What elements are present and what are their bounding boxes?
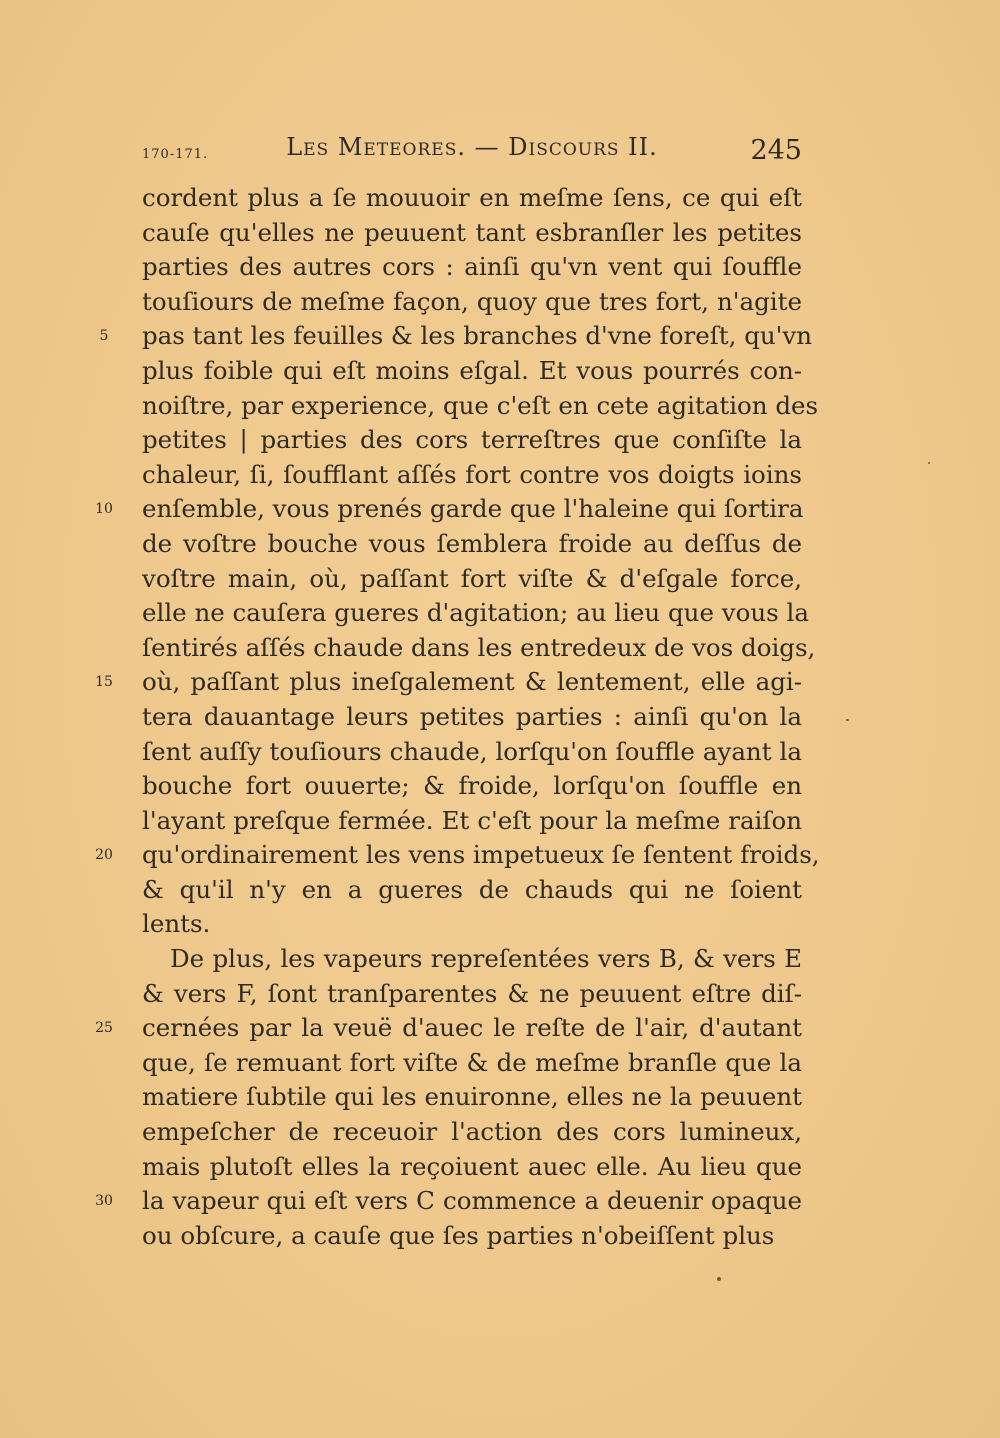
text-line: ſentirés aſſés chaude dans les entredeux de vos doigs, [142, 632, 816, 662]
text-line: bouche fort ouuerte; & froide, lorſqu'on ſouffle en [142, 771, 802, 801]
line-number: 10 [95, 501, 113, 518]
text-line: De plus, les vapeurs repreſentées vers B, & vers E [170, 944, 802, 974]
line-number: 30 [95, 1193, 113, 1210]
text-line: ou obſcure, a cauſe que ſes parties n'obeiſſent plus [142, 1220, 775, 1250]
text-line: tera dauantage leurs petites parties : ainſi qu'on la [142, 701, 802, 731]
text-line: pas tant les feuilles & les branches d'vne foreſt, qu'vn [142, 321, 813, 351]
text-line: de voſtre bouche vous ſemblera froide au deſſus de [142, 528, 802, 558]
text-line: la vapeur qui eſt vers C commence a deuenir opaque [142, 1186, 802, 1216]
text-line: & vers F, ſont tranſparentes & ne peuuent eſtre diſ- [142, 978, 802, 1008]
text-line: ſent auſſy touſiours chaude, lorſqu'on ſouffle ayant la [142, 736, 802, 766]
line-number: 5 [99, 328, 109, 345]
text-line: & qu'il n'y en a gueres de chauds qui ne ſoient [142, 874, 802, 904]
text-line: cordent plus a ſe mouuoir en meſme ſens, ce qui eſt [142, 183, 802, 212]
text-line: plus foible qui eſt moins eſgal. Et vous pourrés con- [142, 355, 802, 385]
text-line: elle ne cauſera gueres d'agitation; au lieu que vous la [142, 598, 809, 628]
paper-speck [717, 1277, 721, 1281]
text-line: mais plutoſt elles la reçoiuent auec elle. Au lieu que [142, 1151, 802, 1181]
text-line: que, ſe remuant fort viſte & de meſme branſle que la [142, 1047, 802, 1077]
text-line: parties des autres cors : ainſi qu'vn vent qui ſouffle [142, 252, 802, 282]
text-line: petites | parties des cors terreſtres que conſiſte la [142, 425, 802, 455]
text-line: chaleur, ſi, ſoufflant aſſés fort contre vos doigts ioins [142, 459, 802, 489]
text-line: qu'ordinairement les vens impetueux ſe ſentent froids, [142, 840, 820, 870]
text-line: matiere ſubtile qui les enuironne, elles ne la peuuent [142, 1082, 802, 1112]
text-line: voſtre main, où, paſſant fort viſte & d'eſgale force, [142, 563, 802, 593]
text-line: cernées par la veuë d'auec le reſte de l'air, d'autant [142, 1013, 802, 1043]
page-number: 245 [750, 135, 802, 166]
body-text [142, 181, 820, 1253]
text-line: enſemble, vous prenés garde que l'haleine qui ſortira [142, 494, 804, 524]
text-line: cauſe qu'elles ne peuuent tant esbranſler les petites [142, 217, 802, 247]
paper-speck [928, 462, 930, 464]
header-page-range: 170-171. [142, 147, 209, 162]
text-line: lents. [142, 909, 211, 939]
text-line: où, paſſant plus ineſgalement & lentement, elle agi- [142, 667, 802, 697]
text-line: empeſcher de receuoir l'action des cors lumineux, [142, 1117, 802, 1147]
text-line: l'ayant preſque fermée. Et c'eſt pour la meſme raiſon [142, 805, 802, 835]
line-number: 25 [95, 1020, 113, 1037]
paper-speck [846, 719, 849, 721]
running-header [142, 133, 802, 169]
line-number: 20 [95, 847, 113, 864]
line-number: 15 [95, 674, 113, 691]
text-line: noiſtre, par experience, que c'eſt en cete agitation des [142, 390, 819, 420]
text-line: touſiours de meſme façon, quoy que tres fort, n'agite [142, 286, 802, 316]
header-title: Les Meteores. — Discours II. [286, 133, 658, 161]
